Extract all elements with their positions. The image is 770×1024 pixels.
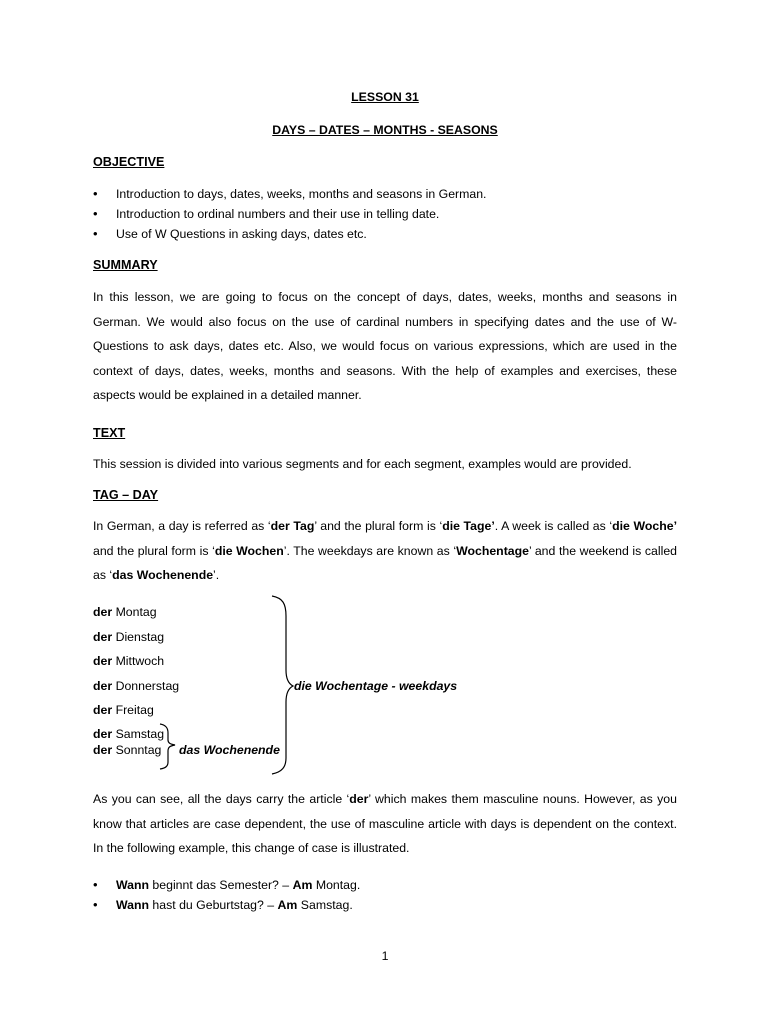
question-text: hast du Geburtstag? – xyxy=(149,898,278,912)
article-text-2: ’ which makes them masculine nouns. However, as you know that articles are case dependent, the use of masculine article with days is dependent on the context. In the following example, this change of case is illustrated. xyxy=(93,792,677,855)
tag-text-6: ’ and the weekend is called as ‘ xyxy=(93,543,678,582)
summary-heading: SUMMARY xyxy=(93,258,158,272)
day-name: Samstag xyxy=(115,727,165,741)
answer-text: Montag. xyxy=(312,878,361,892)
list-item: • Introduction to days, dates, weeks, months and seasons in German. xyxy=(93,184,683,204)
tag-text-2: ’ and the plural form is ‘ xyxy=(314,519,443,533)
term-die-woche: die Woche’ xyxy=(612,519,677,533)
term-der: der xyxy=(349,792,369,806)
tag-text-5: ’. The weekdays are known as ‘ xyxy=(283,543,457,558)
tag-text-4: and the plural form is ‘ xyxy=(93,543,215,558)
tag-text-1: In German, a day is referred as ‘ xyxy=(93,519,271,533)
day-name: Donnerstag xyxy=(115,679,180,693)
term-die-wochen: die Wochen xyxy=(214,543,284,558)
weekend-brace xyxy=(160,724,175,769)
tag-heading: TAG – DAY xyxy=(93,488,159,502)
term-die-tage: die Tage’ xyxy=(442,519,495,533)
question-text: beginnt das Semester? – xyxy=(149,878,293,892)
weekend-label: das Wochenende xyxy=(179,743,280,757)
answer-preposition: Am xyxy=(277,898,298,912)
page-number: 1 xyxy=(381,949,389,963)
list-item: • Introduction to ordinal numbers and their use in telling date. xyxy=(93,204,683,224)
article-text-1: As you can see, all the days carry the article ‘ xyxy=(93,792,350,806)
lesson-subtitle-text: DAYS – DATES – MONTHS - SEASONS xyxy=(272,123,498,137)
day-name: Mittwoch xyxy=(115,654,165,668)
day-article: der xyxy=(93,679,113,693)
objective-heading: OBJECTIVE xyxy=(93,155,165,169)
question-word: Wann xyxy=(116,878,150,892)
lesson-title: LESSON 31 xyxy=(351,90,419,104)
term-wochentage: Wochentage xyxy=(456,543,529,558)
day-name: Montag xyxy=(115,605,157,619)
question-word: Wann xyxy=(116,898,150,912)
term-das-wochenende: das Wochenende xyxy=(112,568,214,582)
day-article: der xyxy=(93,630,113,644)
text-intro: This session is divided into various segments and for each segment, examples would are provided. xyxy=(93,457,632,471)
day-name: Freitag xyxy=(115,703,154,717)
list-item xyxy=(93,875,683,895)
day-article: der xyxy=(93,605,113,619)
list-item: • Use of W Questions in asking days, dates etc. xyxy=(93,224,683,244)
summary-paragraph: In this lesson, we are going to focus on the concept of days, dates, weeks, months and seasons in German. We would also focus on the use of cardinal numbers in specifying dates and the use of W-Questions to ask days, dates etc. Also, we would focus on various expressions, which are used in the context of days, dates, weeks, months and seasons. With the help of examples and exercises, these aspects would be explained in a detailed manner. xyxy=(93,290,677,402)
day-article: der xyxy=(93,743,113,757)
day-name: Dienstag xyxy=(115,630,165,644)
day-article: der xyxy=(93,703,113,717)
examples-list xyxy=(93,875,683,915)
day-article: der xyxy=(93,727,113,741)
answer-text: Samstag. xyxy=(297,898,353,912)
tag-text-3: . A week is called as ‘ xyxy=(494,519,613,533)
day-article: der xyxy=(93,654,113,668)
term-der-tag: der Tag xyxy=(270,519,315,533)
article-paragraph xyxy=(93,787,677,861)
list-item xyxy=(93,895,683,915)
answer-preposition: Am xyxy=(292,878,313,892)
text-heading: TEXT xyxy=(93,426,126,440)
day-name: Sonntag xyxy=(115,743,162,757)
tag-text-7: ’. xyxy=(213,568,220,582)
weekdays-label: die Wochentage - weekdays xyxy=(294,679,458,693)
